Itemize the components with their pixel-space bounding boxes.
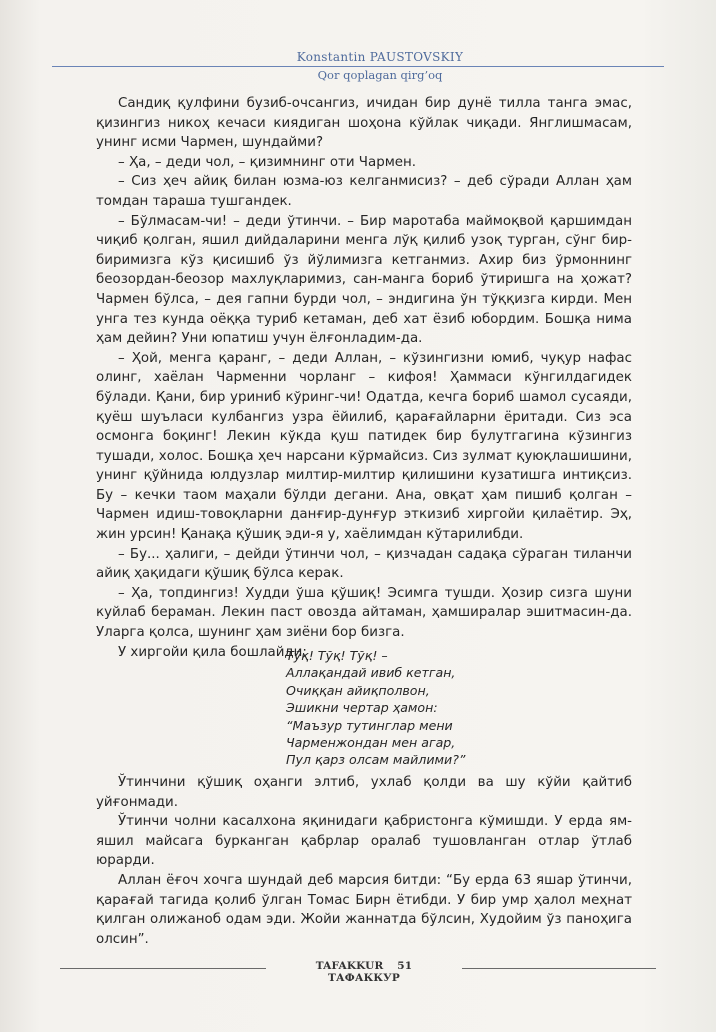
verse-line: Эшикни чертар ҳамон: (286, 700, 438, 716)
paragraph: Ўтинчи чолни касалхона яқинидаги қабристонга кўмишди. У ерда ям-яшил майсага бурканган қабрлар оралаб тушовланган отлар ўтлаб юрарди. (96, 814, 632, 869)
footer-journal-latin: TAFAKKUR (315, 960, 384, 972)
paragraph: – Бўлмасам-чи! – деди ўтинчи. – Бир маротаба маймоқвой қаршимдан чиқиб қолган, яшил дийдаларини менга лўқ қилиб узоқ турган, сўнг бир-биримизга кўз қисишиб ўз йўлимизга кетганмиз. Ахир биз ўрмоннинг беозордан-беозор махлуқларимиз, сан-манга бориб ўтиришга на ҳожат? Чармен бўлса, – дея гапни бурди чол, – эндигина ўн тўққизга кирди. Мен унга тез кунда оёққа туриб кетаман, деб хат ёзиб юбордим. Бошқа нима ҳам дейин? Уни юпатиш учун ёлғонладим-да. (96, 213, 632, 347)
footer-label (270, 960, 458, 984)
header-title: Qor qoplagan qirg’oq (317, 68, 443, 82)
running-footer (0, 960, 716, 984)
verse-line: Чарменжондан мен агар, (286, 735, 456, 751)
paragraph: Аллан ёғоч хочга шундай деб марсия битди: “Бу ерда 63 яшар ўтинчи, қарағай тагида қолиб ўлган Томас Бирн ётибди. У бир умр ҳалол меҳнат қилган олижаноб одам эди. Жойи жаннатда бўлсин, Худойим ўз паноҳига олсин”. (96, 872, 632, 947)
running-header (0, 50, 716, 90)
article-body-bottom (96, 773, 632, 949)
verse-line: “Маъзур тутинглар мени (286, 717, 453, 733)
footer-divider-right (462, 968, 656, 969)
paragraph: – Ҳа, топдингиз! Худди ўша қўшиқ! Эсимга тушди. Ҳозир сизга шуни куйлаб бераман. Лекин паст овозда айтаман, ҳамширалар эшитмасин-да. Уларга қолса, шунинг ҳам зиёни бор бизга. (96, 585, 632, 641)
verse-line: Очиққан айиқполвон, (286, 682, 430, 698)
song-verse (286, 647, 586, 769)
paragraph: У хиргойи қила бошлайди: (118, 644, 307, 660)
header-author: Konstantin PAUSTOVSKIY (296, 50, 464, 64)
paragraph: – Сиз ҳеч айиқ билан юзма-юз келганмисиз? – деб сўради Аллан ҳам томдан тараша тушгандек. (96, 174, 632, 209)
paragraph: – Ҳой, менга қаранг, – деди Аллан, – кўзингизни юмиб, чуқур нафас олинг, хаёлан Чарменни чорланг – кифоя! Ҳаммаси кўнгилдагидек бўлади. Қани, бир уриниб кўринг-чи! Одатда, кечга бориб шамол сусаяди, қуёш шуъласи кулбангиз узра ёйилиб, қарағайларни ёритади. Сиз эса осмонга боқинг! Лекин кўкда қуш патидек бир булутгагина кўзингиз тушади, холос. Бошқа ҳеч нарсани кўрмайсиз. Сиз зулмат қуюқлашишини, унинг қўйнида юлдузлар милтир-милтир қилишини кузатишга интиқсиз. Бу – кечки таом маҳали бўлди дегани. Ана, овқат ҳам пишиб қолган – Чармен идиш-товоқларни данғир-дунғур эткизиб хиргойи қилаётир. Эҳ, жин урсин! Қанақа қўшиқ эди-я у, хаёлимдан кўтарилибди. (96, 350, 632, 543)
paragraph: Ўтинчини қўшиқ оҳанги элтиб, ухлаб қолди ва шу кўйи қайтиб уйғонмади. (96, 775, 632, 810)
verse-line: Пул қарз олсам майлими?” (286, 752, 466, 768)
paragraph: – Бу... ҳалиги, – дейди ўтинчи чол, – қизчадан садақа сўраган тиланчи айиқ ҳақидаги қўшиқ бўлса керак. (96, 546, 632, 582)
header-divider (52, 66, 664, 67)
article-body-top (96, 94, 632, 662)
verse-line: Аллақандай ивиб кетган, (286, 665, 456, 681)
page-number: 51 (397, 960, 413, 972)
footer-journal-cyrillic: ТАФАККУР (328, 972, 400, 984)
footer-divider-left (60, 968, 266, 969)
verse-line: Тўқ! Тўқ! Тўқ! – (286, 648, 388, 663)
paragraph: Сандиқ қулфини бузиб-очсангиз, ичидан бир дунё тилла танга эмас, қизингиз никоҳ кечаси киядиган шоҳона кўйлак чиқади. Янглишмасам, унинг исми Чармен, шундайми? (96, 96, 632, 151)
paragraph: – Ҳа, – деди чол, – қизимнинг оти Чармен. (118, 154, 417, 170)
